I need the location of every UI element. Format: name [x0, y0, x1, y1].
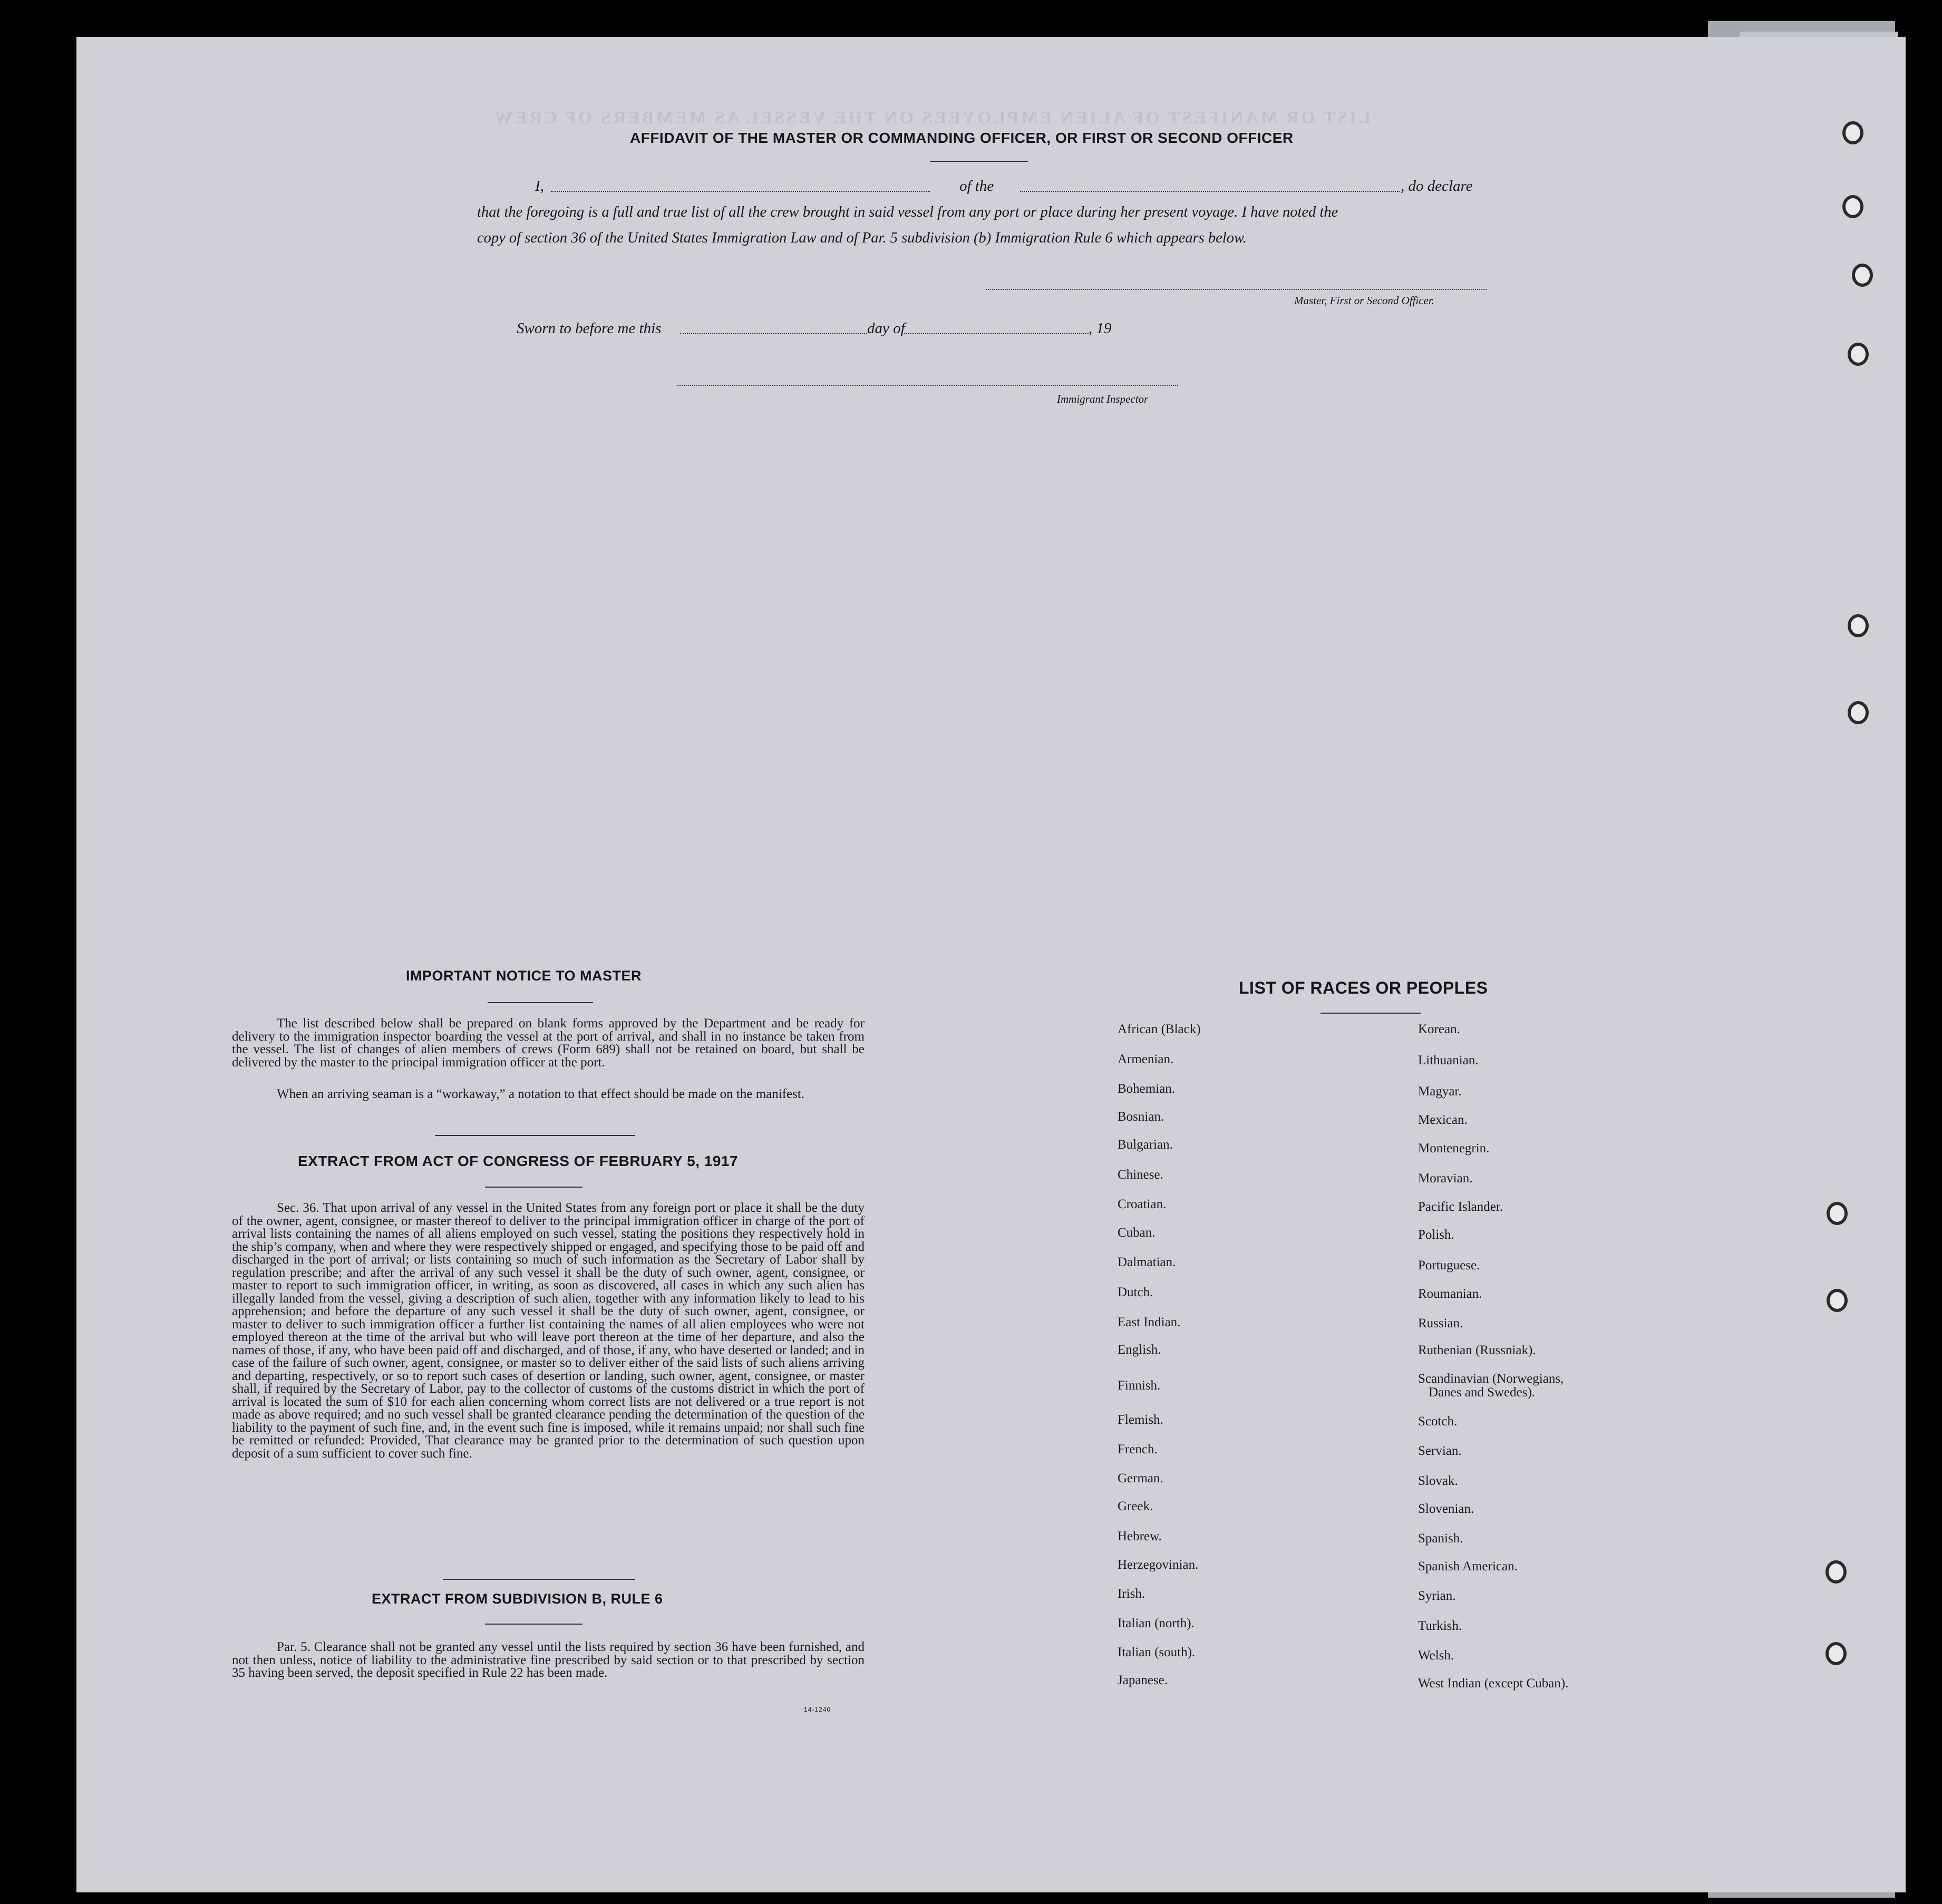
punch-hole [1842, 195, 1863, 218]
race-item: Scotch. [1418, 1414, 1458, 1429]
declare-label: , do declare [1401, 178, 1473, 195]
race-item: Flemish. [1118, 1413, 1163, 1427]
race-item: Welsh. [1418, 1648, 1454, 1663]
race-item: Portuguese. [1418, 1258, 1480, 1272]
section-divider [435, 1135, 635, 1136]
race-item: Chinese. [1118, 1168, 1163, 1182]
extract-act-title: EXTRACT FROM ACT OF CONGRESS OF FEBRUARY 5, 1917 [298, 1153, 739, 1169]
race-item: Moravian. [1418, 1171, 1473, 1186]
extract-rule-divider [485, 1624, 582, 1625]
race-item: Japanese. [1118, 1673, 1168, 1687]
inspector-caption: Immigrant Inspector [1057, 393, 1149, 405]
race-item: Spanish American. [1418, 1559, 1518, 1573]
race-item: English. [1118, 1343, 1161, 1357]
sworn-month-field[interactable] [904, 333, 1089, 334]
race-item: Korean. [1418, 1022, 1460, 1036]
section-divider [443, 1579, 635, 1580]
bleed-through-text: LIST OR MANIFEST OF ALIEN EMPLOYEES ON THE VESSEL AS MEMBERS OF CREW [493, 108, 1371, 128]
notice-paragraph-2: When an arriving seaman is a “workaway,” a notation to that effect should be made on the manifest. [277, 1087, 805, 1101]
punch-hole [1848, 614, 1869, 637]
extract-act-divider [485, 1187, 582, 1188]
race-item: Mexican. [1418, 1113, 1468, 1127]
race-item: Spanish. [1418, 1531, 1463, 1546]
race-item: West Indian (except Cuban). [1418, 1676, 1569, 1691]
race-item: Italian (south). [1118, 1645, 1196, 1659]
race-item: Slovak. [1418, 1474, 1458, 1488]
vessel-name-field[interactable] [1020, 191, 1400, 192]
punch-hole [1842, 121, 1863, 144]
affidavit-line-3: copy of section 36 of the United States Immigration Law and of Par. 5 subdivision (b) Immigration Rule 6 which appears below. [477, 230, 1247, 246]
race-item: Slovenian. [1418, 1502, 1474, 1516]
punch-hole [1827, 1289, 1848, 1312]
form-number: 14-1240 [804, 1706, 831, 1713]
races-divider [1320, 1013, 1421, 1014]
affiant-label: I, [535, 178, 544, 195]
of-the-label: of the [959, 178, 994, 195]
race-item: Bohemian. [1118, 1082, 1176, 1096]
extract-act-text: Sec. 36. That upon arrival of any vessel in the United States from any foreign port or place it shall be the duty of the owner, agent, consignee, or master thereof to deliver to the principal immigration officer in charge of the port of arrival lists containing the names of all aliens employed on such vessel, stating the positions they respectively hold in the ship’s company, when and where they were respectively shipped or engaged, and specifying those to be paid off and discharged in the port of arrival; or lists containing so much of such information as the Secretary of Labor shall by regulation prescribe; and after the arrival of any such vessel it shall be the duty of such owner, agent, consignee, or master to report to such immigration officer, in writing, as soon as discovered, all cases in which any such alien has illegally landed from the vessel, giving a description of such alien, together with any information likely to lead to his apprehension; and before the departure of any such vessel it shall be the duty of such owner, agent, consignee, or master to deliver to such immigration officer a further list containing the names of all alien employees who were not employed thereon at the time of the arrival but who will leave port thereon at the time of her departure, and also the names of those, if any, who have been paid off and discharged, and of those, if any, who have deserted or landed; and in case of the failure of such owner, agent, consignee, or master so to deliver either of the said lists of such aliens arriving and departing, respectively, or so to report such cases of desertion or landing, such owner, agent, consignee, or master shall, if required by the Secretary of Labor, pay to the collector of customs of the customs district in which the port of arrival is located the sum of $10 for each alien concerning whom correct lists are not delivered or a true report is not made as above required; and no such vessel shall be granted clearance pending the determination of the question of the liability to the payment of such fine, and, in the event such fine is imposed, while it remains unpaid; nor shall such fine be remitted or refunded: Provided, That clearance may be granted prior to the determination of such question upon deposit of a sum sufficient to cover such fine. [232, 1201, 865, 1461]
race-item: Magyar. [1418, 1084, 1462, 1099]
sworn-label: Sworn to before me this [517, 320, 662, 337]
race-item: Finnish. [1118, 1378, 1161, 1393]
affidavit-title: AFFIDAVIT OF THE MASTER OR COMMANDING OFFICER, OR FIRST OR SECOND OFFICER [630, 130, 1294, 146]
race-item: Bosnian. [1118, 1110, 1164, 1124]
title-divider [930, 161, 1028, 162]
race-item: Italian (north). [1118, 1616, 1195, 1630]
punch-hole [1826, 1560, 1847, 1584]
race-item: Polish. [1418, 1228, 1454, 1242]
sworn-day-field[interactable] [680, 333, 867, 334]
race-item: Danes and Swedes). [1429, 1385, 1536, 1400]
race-item: Russian. [1418, 1316, 1463, 1330]
year-label: , 19 [1089, 320, 1112, 337]
race-item: Herzegovinian. [1118, 1558, 1199, 1572]
master-caption: Master, First or Second Officer. [1294, 294, 1434, 307]
extract-rule-title: EXTRACT FROM SUBDIVISION B, RULE 6 [372, 1591, 663, 1607]
day-of-label: day of [867, 320, 905, 337]
inspector-signature-field[interactable] [677, 385, 1178, 386]
race-item: Cuban. [1118, 1226, 1156, 1240]
punch-hole [1848, 343, 1869, 366]
race-item: Turkish. [1418, 1619, 1462, 1633]
punch-hole [1826, 1642, 1847, 1665]
affidavit-line-2: that the foregoing is a full and true list of all the crew brought in said vessel from any port or place during her present voyage. I have noted the [477, 204, 1338, 220]
race-item: East Indian. [1118, 1315, 1181, 1329]
manifest-page [76, 37, 1906, 1892]
race-item: Syrian. [1418, 1589, 1456, 1603]
race-item: Croatian. [1118, 1197, 1167, 1211]
race-item: Bulgarian. [1118, 1138, 1173, 1152]
notice-paragraph-1: The list described below shall be prepared on blank forms approved by the Department and be ready for delivery to the immigration inspector boarding the vessel at the port of arrival, and shall in no instance be taken from the vessel. The list of changes of alien members of crews (Form 689) shall not be retained on board, but shall be delivered by the master to the principal immigration officer at the port. [232, 1016, 865, 1070]
race-item: Greek. [1118, 1499, 1153, 1513]
race-item: Armenian. [1118, 1052, 1174, 1066]
race-item: Pacific Islander. [1418, 1200, 1503, 1214]
affiant-name-field[interactable] [551, 191, 930, 192]
races-right-column [1418, 1023, 1734, 1729]
races-left-column [1118, 1023, 1381, 1729]
race-item: Dutch. [1118, 1285, 1153, 1299]
extract-rule-text: Par. 5. Clearance shall not be granted any vessel until the lists required by section 36 have been furnished, and not then unless, notice of liability to the administrative fine prescribed by said section or to that prescribed by section 35 having been served, the deposit specified in Rule 22 has been made. [232, 1640, 865, 1680]
race-item: Servian. [1418, 1444, 1462, 1458]
race-item: Dalmatian. [1118, 1255, 1176, 1269]
race-item: French. [1118, 1442, 1158, 1456]
races-title: LIST OF RACES OR PEOPLES [1239, 978, 1488, 997]
race-item: Roumanian. [1418, 1287, 1482, 1301]
race-item: Scandinavian (Norwegians, [1418, 1372, 1564, 1386]
master-signature-field[interactable] [986, 289, 1487, 290]
race-item: Ruthenian (Russniak). [1418, 1343, 1536, 1357]
notice-divider [488, 1002, 593, 1003]
punch-hole [1852, 264, 1873, 287]
punch-hole [1848, 701, 1869, 724]
race-item: Lithuanian. [1418, 1053, 1479, 1067]
race-item: Hebrew. [1118, 1529, 1162, 1543]
race-item: Irish. [1118, 1587, 1145, 1601]
punch-hole [1827, 1202, 1848, 1225]
race-item: German. [1118, 1471, 1163, 1485]
race-item: Montenegrin. [1418, 1141, 1490, 1155]
race-item: African (Black) [1118, 1022, 1201, 1036]
notice-title: IMPORTANT NOTICE TO MASTER [406, 968, 642, 984]
